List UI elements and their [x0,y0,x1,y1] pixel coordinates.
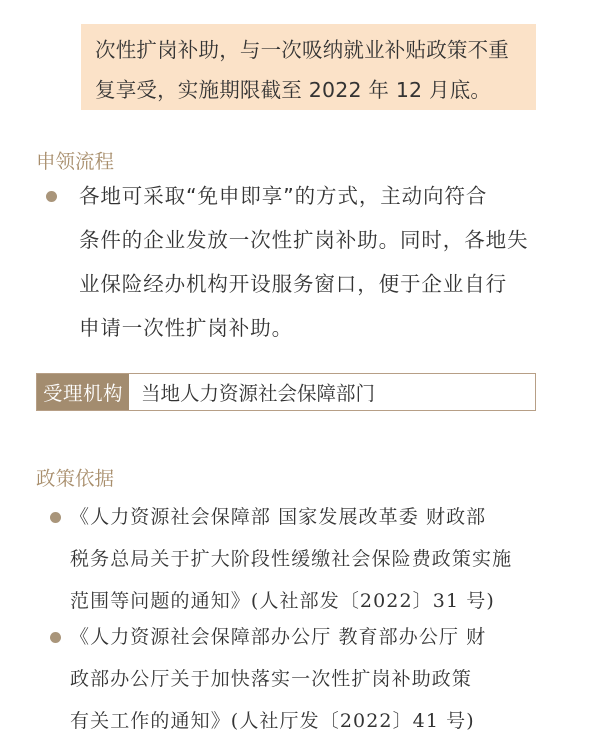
bullet-dot [50,512,61,523]
policy-item-text [70,616,486,742]
policy-item-2-line-1: 《人力资源社会保障部办公厅 教育部办公厅 财 [70,626,487,648]
policy-item-1-line-2: 税务总局关于扩大阶段性缓缴社会保险费政策实施 [70,548,513,570]
policy-item-1-line-3: 范围等问题的通知》(人社部发〔2022〕31 号) [70,590,495,612]
agency-row [36,373,536,411]
process-text [79,174,528,350]
process-line-3: 业保险经办机构开设服务窗口，便于企业自行 [79,272,507,296]
bullet-dot [46,191,57,202]
highlight-note [81,24,536,110]
policy-item-2-line-2: 政部办公厅关于加快落实一次性扩岗补助政策 [70,668,473,690]
policy-item-2-line-3: 有关工作的通知》(人社厅发〔2022〕41 号) [70,710,475,732]
process-line-1: 各地可采取“免申即享”的方式，主动向符合 [79,184,488,208]
agency-label: 受理机构 [37,374,129,410]
agency-value: 当地人力资源社会保障部门 [141,382,376,405]
highlight-line-2: 复享受，实施期限截至 2022 年 12 月底。 [95,78,492,102]
policy-item-1-line-1: 《人力资源社会保障部 国家发展改革委 财政部 [70,506,487,528]
process-heading: 申领流程 [36,150,115,173]
bullet-dot [50,632,61,643]
policy-heading: 政策依据 [36,467,115,490]
highlight-line-1: 次性扩岗补助，与一次吸纳就业补贴政策不重 [95,38,509,62]
policy-item-text [70,496,512,622]
process-line-4: 申请一次性扩岗补助。 [79,316,293,340]
process-line-2: 条件的企业发放一次性扩岗补助。同时，各地失 [79,228,529,252]
